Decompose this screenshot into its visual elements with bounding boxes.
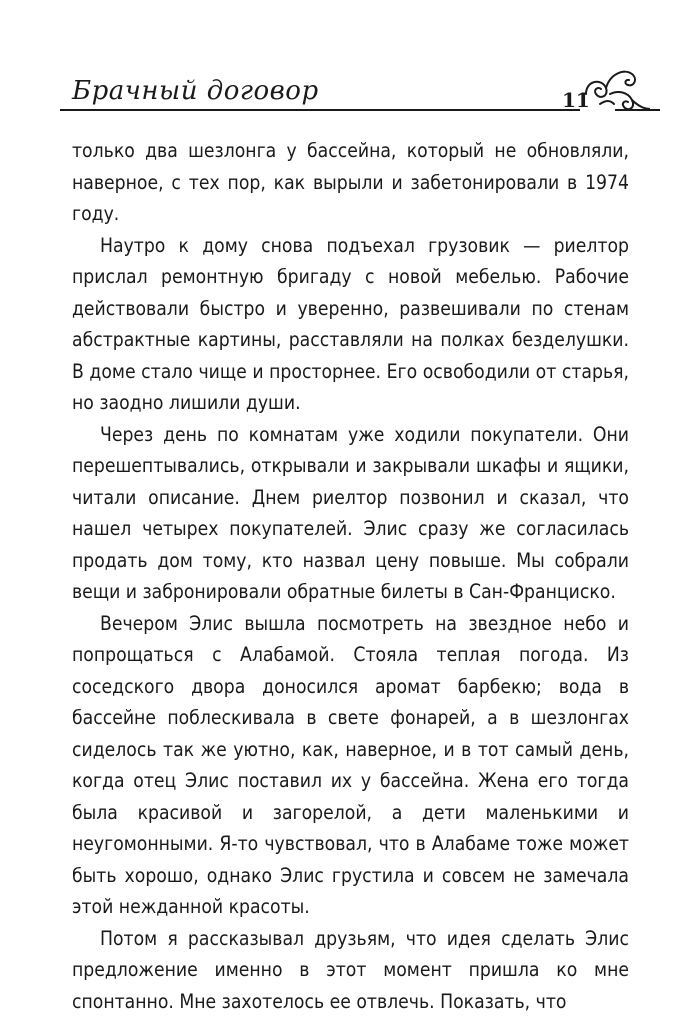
paragraph: Наутро к дому снова подъехал грузовик — риелтор прислал ремонтную бригаду с новой мебелью. Рабочие действовали быстро и уверенно, развешивали по стенам абстрактные картины, расставляли на полках безделушки. В доме стало чище и просторнее. Его освободили от старья, но заодно лишили души. xyxy=(72,230,629,419)
paragraph: Через день по комнатам уже ходили покупатели. Они перешептывались, открывали и закрывали шкафы и ящики, читали описание. Днем риелтор позвонил и сказал, что нашел четырех покупателей. Элис сразу же согласилась продать дом тому, кто назвал цену повыше. Мы собрали вещи и забронировали обратные билеты в Сан-Франциско. xyxy=(72,419,629,608)
paragraph: Вечером Элис вышла посмотреть на звездное небо и попрощаться с Алабамой. Стояла теплая погода. Из соседского двора доносился аромат барбекю; вода в бассейне поблескивала в свете фонарей, а в шезлонгах сиделось так же уютно, как, наверное, и в тот самый день, когда отец Элис поставил их у бассейна. Жена его тогда была красивой и загорелой, а дети маленькими и неугомонными. Я-то чувствовал, что в Алабаме тоже может быть хорошо, однако Элис грустила и совсем не замечала этой нежданной красоты. xyxy=(72,608,629,923)
running-title: Брачный договор xyxy=(72,76,319,106)
header-rule-right xyxy=(615,109,660,111)
page-header xyxy=(60,60,660,120)
paragraph: Потом я рассказывал друзьям, что идея сделать Элис предложение именно в этот момент пришла ко мне спонтанно. Мне захотелось ее отвлечь. Показать, что xyxy=(72,923,629,1017)
paragraph: только два шезлонга у бассейна, который не обновляли, наверное, с тех пор, как вырыли и забетонировали в 1974 году. xyxy=(72,135,629,230)
header-rule xyxy=(60,109,580,111)
page-number: 11 xyxy=(562,88,590,112)
body-text xyxy=(72,135,629,1017)
flourish-ornament-icon xyxy=(580,60,650,114)
